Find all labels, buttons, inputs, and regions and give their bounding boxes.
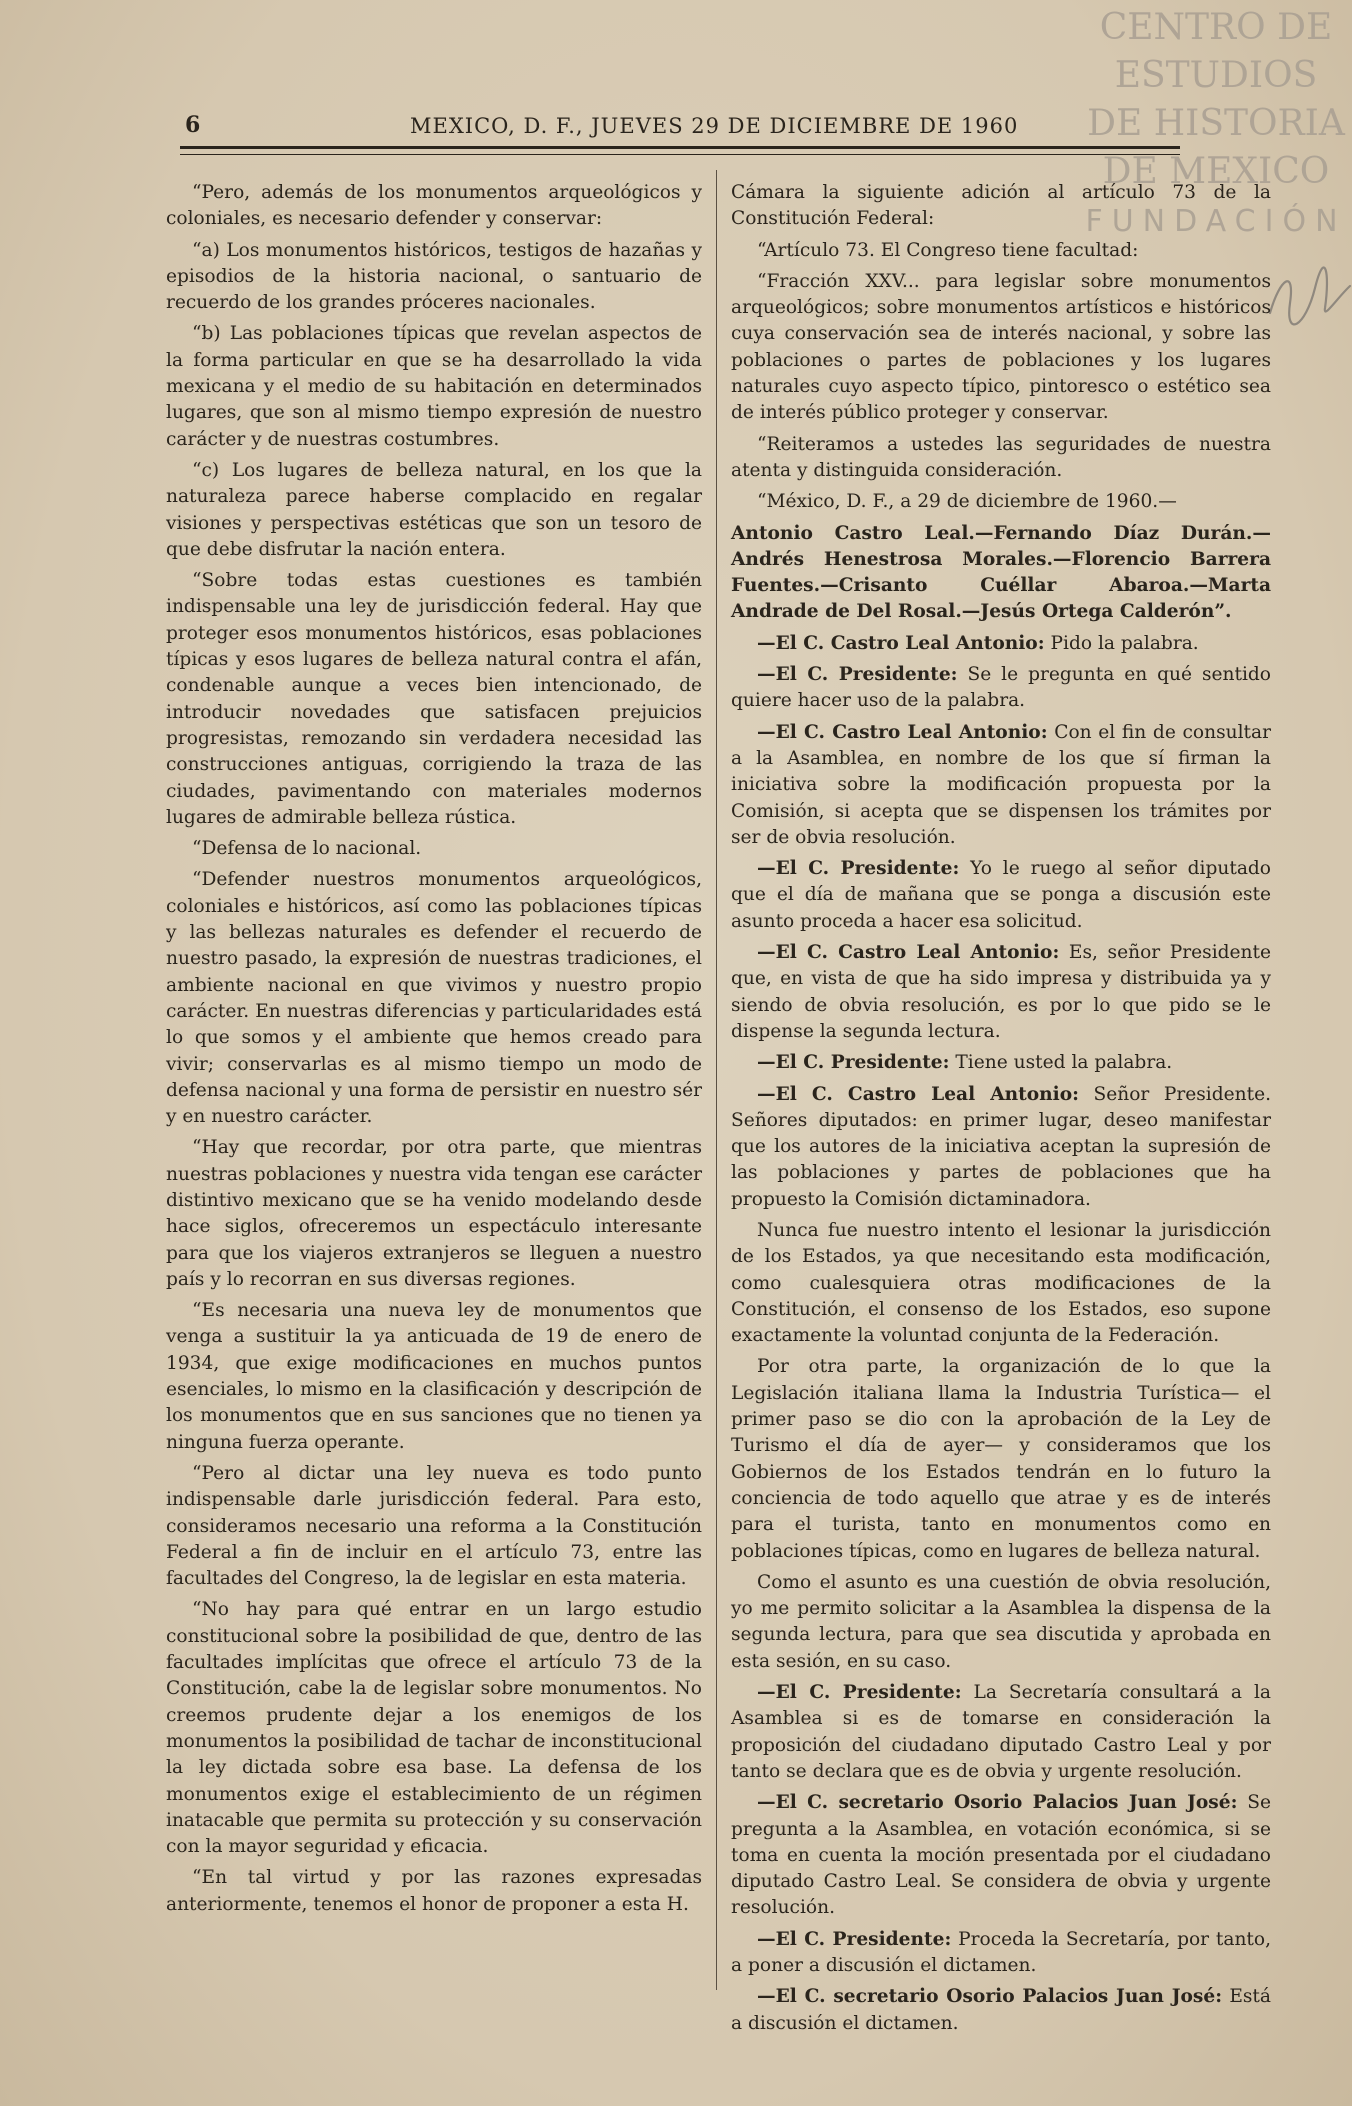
signatories: Antonio Castro Leal.—Fernando Díaz Durán.—Andrés Henestrosa Morales.—Florencio Barrera Fuentes.—Crisanto Cuéllar Abaroa.—Marta Andrade de Del Rosal.—Jesús Ortega Calderón”. bbox=[731, 522, 1271, 623]
speaker-name: —El C. Castro Leal Antonio: bbox=[757, 632, 1045, 654]
dialogue-entry bbox=[731, 631, 1271, 657]
watermark-line: DE MEXICO bbox=[1102, 151, 1330, 192]
paragraph: “Artículo 73. El Congreso tiene facultad: bbox=[757, 239, 1139, 261]
column-divider bbox=[716, 170, 717, 1990]
speech-text: Es, señor Presidente que, en vista de que ha sido impresa y distribuida ya y siendo de obvia resolución, es por lo que pido se le dispense la segunda lectura. bbox=[731, 942, 1271, 1042]
paragraph: “Hay que recordar, por otra parte, que mientras nuestras poblaciones y nuestra vida tengan ese carácter distintivo mexicano que se ha venido modelando desde hace siglos, ofreceremos un espectáculo interesante para que los viajeros extranjeros se lleguen a nuestro país y lo recorran en sus diversas regiones. bbox=[166, 1137, 702, 1290]
dialogue-entry bbox=[731, 856, 1271, 935]
speaker-name: —El C. Presidente: bbox=[757, 1682, 962, 1704]
speech-text: Tiene usted la palabra. bbox=[949, 1052, 1173, 1074]
speaker-name: —El C. Presidente: bbox=[757, 1928, 952, 1950]
speaker-name: —El C. Castro Leal Antonio: bbox=[757, 721, 1048, 743]
handwritten-signature bbox=[1265, 258, 1352, 338]
paragraph: “Defender nuestros monumentos arqueológicos, coloniales e históricos, así como las poblaciones típicas y las bellezas naturales es defender el recuerdo de nuestro pasado, la expresión de nuestras tradiciones, el ambiente nacional en que vivimos y nuestro propio carácter. En nuestras diferencias y particularidades está lo que somos y el ambiente que hemos creado para vivir; conservarlas es al mismo tiempo un modo de defensa nacional y una forma de persistir en nuestro sér y en nuestro carácter. bbox=[166, 869, 702, 1128]
dialogue-entry bbox=[731, 1790, 1271, 1921]
watermark-line: DE HISTORIA bbox=[1087, 103, 1345, 144]
speaker-name: —El C. Presidente: bbox=[757, 1052, 950, 1074]
page-header bbox=[185, 112, 1035, 148]
watermark-line: CENTRO DE bbox=[1099, 7, 1333, 48]
speaker-name: —El C. secretario Osorio Palacios Juan José: bbox=[757, 1986, 1223, 2008]
speaker-name: —El C. Castro Leal Antonio: bbox=[757, 1083, 1079, 1105]
dialogue-entry bbox=[731, 940, 1271, 1045]
dateline: MEXICO, D. F., JUEVES 29 DE DICIEMBRE DE 1960 bbox=[410, 114, 1019, 138]
paragraph: “Defensa de lo nacional. bbox=[192, 838, 422, 860]
paragraph: “Sobre todas estas cuestiones es también indispensable una ley de jurisdicción federal. Hay que proteger esos monumentos históricos, esas poblaciones típicas y esos lugares de belleza natural contra el afán, condenable aunque a veces bien intencionado, de introducir novedades que satisfacen prejuicios progresistas, remozando sin verdadera necesidad las construcciones antiguas, corrigiendo la traza de las ciudades, pavimentando con materiales modernos lugares de admirable belleza rústica. bbox=[166, 570, 702, 828]
dialogue-entry bbox=[731, 720, 1271, 851]
paragraph: “Pero, además de los monumentos arqueológicos y coloniales, es necesario defender y conservar: bbox=[166, 182, 702, 230]
speech-text: Con el fin de consultar a la Asamblea, en nombre de los que sí firman la iniciativa sobre la modificación propuesta por la Comisión, si acepta que se dispensen los trámites por ser de obvia resolución. bbox=[731, 721, 1271, 848]
right-column bbox=[731, 180, 1271, 2042]
dialogue-entry bbox=[731, 1927, 1271, 1980]
left-column bbox=[166, 180, 702, 1923]
paragraph: “Es necesaria una nueva ley de monumentos que venga a sustituir la ya anticuada de 19 de enero de 1934, que exige modificaciones en muchos puntos esenciales, lo mismo en la clasificación y descripción de los monumentos que en sus sanciones que no tienen ya ninguna fuerza operante. bbox=[166, 1300, 702, 1453]
paragraph: “Reiteramos a ustedes las seguridades de nuestra atenta y distinguida consideración. bbox=[731, 433, 1271, 481]
paragraph: Nunca fue nuestro intento el lesionar la jurisdicción de los Estados, ya que necesitando esta modificación, como cualesquiera otras modificaciones de la Constitución, el consenso de los Estados, eso supone exactamente la voluntad conjunta de la Federación. bbox=[731, 1219, 1271, 1347]
dialogue-entry bbox=[731, 1082, 1271, 1213]
dialogue-entry bbox=[731, 1984, 1271, 2037]
dialogue-entry bbox=[731, 1050, 1271, 1076]
speaker-name: —El C. Presidente: bbox=[757, 858, 960, 880]
paragraph: “Pero al dictar una ley nueva es todo punto indispensable darle jurisdicción federal. Para esto, consideramos necesario una reforma a la Constitución Federal a fin de incluir en el artículo 73, entre las facultades del Congreso, la de legislar en esta materia. bbox=[166, 1462, 702, 1590]
paragraph: “México, D. F., a 29 de diciembre de 1960.— bbox=[757, 491, 1177, 513]
speech-text: Se pregunta a la Asamblea, en votación económica, si se toma en cuenta la moción presentada por el ciudadano diputado Castro Leal. Se considera de obvia y urgente resolución. bbox=[731, 1792, 1271, 1919]
dialogue-entry bbox=[731, 662, 1271, 715]
speech-text: Proceda la Secretaría, por tanto, a poner a discusión el dictamen. bbox=[731, 1928, 1271, 1976]
speech-text: Yo le ruego al señor diputado que el día de mañana que se ponga a discusión este asunto proceda a hacer esa solicitud. bbox=[731, 858, 1271, 932]
paragraph: Como el asunto es una cuestión de obvia resolución, yo me permito solicitar a la Asamblea la dispensa de la segunda lectura, para que sea discutida y aprobada en esta sesión, en su caso. bbox=[731, 1571, 1271, 1672]
header-rule bbox=[180, 146, 1180, 155]
watermark-line: ESTUDIOS bbox=[1114, 55, 1318, 96]
speech-text: Señor Presidente. Señores diputados: en primer lugar, deseo manifestar que los autores de la iniciativa aceptan la supresión de las poblaciones y partes de poblaciones que ha propuesto la Comisión dictaminadora. bbox=[731, 1083, 1271, 1210]
dialogue-entry bbox=[731, 1680, 1271, 1785]
paragraph: “En tal virtud y por las razones expresadas anteriormente, tenemos el honor de proponer a esta H. bbox=[166, 1867, 702, 1915]
watermark-sub: FUNDACIÓN bbox=[1085, 204, 1347, 239]
page-number: 6 bbox=[185, 112, 201, 138]
paragraph: “No hay para qué entrar en un largo estudio constitucional sobre la posibilidad de que, dentro de las facultades implícitas que ofrece el artículo 73 de la Constitución, cabe la de legislar sobre monumentos. No creemos prudente dejar a los enemigos de los monumentos la posibilidad de tachar de inconstitucional la ley dictada sobre esa base. La defensa de los monumentos exige el establecimiento de un régimen inatacable que permita su protección y su conservación con la mayor seguridad y eficacia. bbox=[166, 1599, 702, 1858]
paragraph: “a) Los monumentos históricos, testigos de hazañas y episodios de la historia nacional, o santuario de recuerdo de los grandes próceres nacionales. bbox=[166, 239, 702, 314]
speech-text: Está a discusión el dictamen. bbox=[731, 1986, 1271, 2034]
speech-text: La Secretaría consultará a la Asamblea si es de tomarse en consideración la proposición del ciudadano diputado Castro Leal y por tanto se declara que es de obvia y urgente resolución. bbox=[731, 1682, 1271, 1782]
speech-text: Se le pregunta en qué sentido quiere hacer uso de la palabra. bbox=[731, 664, 1271, 712]
speaker-name: —El C. Presidente: bbox=[757, 664, 958, 686]
paragraph: “c) Los lugares de belleza natural, en los que la naturaleza parece haberse complacido en regalar visiones y perspectivas estéticas que son un tesoro de que debe disfrutar la nación entera. bbox=[166, 459, 702, 560]
paragraph: “b) Las poblaciones típicas que revelan aspectos de la forma particular en que se ha desarrollado la vida mexicana y el medio de su habitación en determinados lugares, que son al mismo tiempo expresión de nuestro carácter y de nuestras costumbres. bbox=[166, 323, 702, 450]
speaker-name: —El C. secretario Osorio Palacios Juan José: bbox=[757, 1792, 1238, 1814]
paragraph: Cámara la siguiente adición al artículo 73 de la Constitución Federal: bbox=[731, 182, 1271, 230]
paragraph: Por otra parte, la organización de lo que la Legislación italiana llama la Industria Turística— el primer paso se dio con la aprobación de la Ley de Turismo el día de ayer— y consideramos que los Gobiernos de los Estados tendrán en lo futuro la conciencia de todo aquello que atrae y es de interés para el turista, tanto en monumentos como en poblaciones típicas, como en lugares de belleza natural. bbox=[731, 1356, 1271, 1562]
speech-text: Pido la palabra. bbox=[1044, 632, 1199, 654]
speaker-name: —El C. Castro Leal Antonio: bbox=[757, 942, 1060, 964]
paragraph: “Fracción XXV... para legislar sobre monumentos arqueológicos; sobre monumentos artísticos e históricos cuya conservación sea de interés nacional, y sobre las poblaciones o partes de poblaciones y los lugares naturales cuyo aspecto típico, pintoresco o estético sea de interés público proteger y conservar. bbox=[731, 270, 1271, 424]
